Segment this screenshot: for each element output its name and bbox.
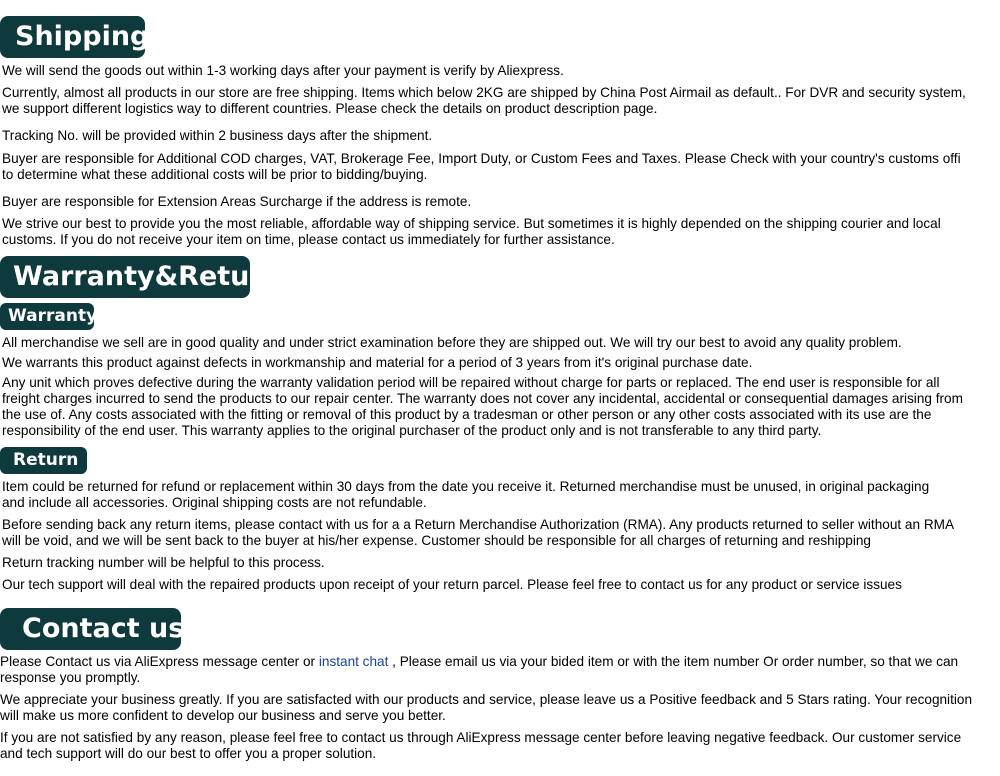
contact-text-1-pre: Please Contact us via AliExpress message center or — [0, 654, 319, 669]
shipping-text-1: We will send the goods out within 1-3 working days after your payment is verify by Aliexpress. — [2, 63, 564, 78]
return-text-3: Return tracking number will be helpful to this process. — [2, 555, 325, 570]
warranty-text-3c: the use of. Any costs associated with the fitting or removal of this product by a tradesman or other person or any other costs associated with its use are the — [2, 407, 932, 422]
contact-paragraph — [0, 692, 1000, 724]
warranty-text-3a: Any unit which proves defective during the warranty validation period will be repaired without charge for parts or replaced. The end user is responsible for all — [2, 375, 940, 390]
warranty-subheading-text: Warranty — [8, 306, 98, 326]
shipping-paragraph — [2, 128, 1000, 144]
warranty-text-3b: freight charges incurred to send the products to our repair center. The warranty does not cover any incidental, accidental or consequential damages arising from — [2, 391, 963, 406]
return-text-4: Our tech support will deal with the repaired products upon receipt of your return parcel. Please feel free to contact us for any product or service issues — [2, 577, 902, 592]
warranty-paragraph — [2, 375, 1000, 439]
contact-text-1a — [0, 654, 1000, 670]
contact-text-1b: response you promptly. — [0, 670, 141, 685]
shipping-paragraph — [2, 85, 1000, 117]
contact-text-1-post: , Please email us via your bided item or with the item number Or order number, so that we can — [388, 654, 959, 669]
shipping-heading-text: Shipping — [15, 21, 150, 52]
contact-heading — [0, 608, 185, 650]
shipping-text-6a: We strive our best to provide you the most reliable, affordable way of shipping service. But sometimes it is highly depended on the shipping courier and local — [2, 216, 941, 231]
warranty-subheading — [0, 303, 98, 330]
warranty-text-3d: responsibility of the end user. This warranty applies to the original purchaser of the product only and is not transferable to any third party. — [2, 423, 822, 438]
contact-heading-text: Contact us — [22, 613, 185, 644]
shipping-text-4b: to determine what these additional costs will be prior to bidding/buying. — [2, 167, 428, 182]
return-text-1a: Item could be returned for refund or replacement within 30 days from the date you receive it. Returned merchandise must be unused, in original packaging — [2, 479, 930, 494]
contact-paragraph — [0, 654, 1000, 686]
contact-text-3a: If you are not satisfied by any reason, please feel free to contact us through AliExpress message center before leaving negative feedback. Our customer service — [0, 730, 962, 745]
return-paragraph — [2, 517, 1000, 549]
shipping-text-6b: customs. If you do not receive your item on time, please contact us immediately for further assistance. — [2, 232, 615, 247]
contact-text-2b: will make us more confident to develop our business and serve you better. — [0, 708, 446, 723]
shipping-paragraph — [2, 216, 1000, 248]
shipping-paragraph — [2, 63, 1000, 79]
shipping-text-5: Buyer are responsible for Extension Areas Surcharge if the address is remote. — [2, 194, 472, 209]
contact-text-3b: and tech support will do our best to offer you a proper solution. — [0, 746, 377, 761]
contact-paragraph — [0, 730, 1000, 762]
return-subheading-text: Return — [13, 450, 79, 470]
return-paragraph — [2, 577, 1000, 593]
shipping-text-3: Tracking No. will be provided within 2 business days after the shipment. — [2, 128, 433, 143]
shipping-paragraph — [2, 151, 1000, 183]
return-text-2b: will be void, and we will be sent back to the buyer at his/her expense. Customer should be responsible for all charges of returning and reshipping — [2, 533, 871, 548]
warranty-text-2: We warrants this product against defects in workmanship and material for a period of 3 years from it's original purchase date. — [2, 355, 753, 370]
warranty-text-1: All merchandise we sell are in good quality and under strict examination before they are shipped out. We will try our best to avoid any quality problem. — [2, 335, 902, 350]
shipping-paragraph — [2, 194, 1000, 210]
warranty-return-heading — [0, 256, 282, 298]
return-text-2a: Before sending back any return items, please contact with us for a a Return Merchandise Authorization (RMA). Any products returned to seller without an RMA — [2, 517, 955, 532]
instant-chat-link[interactable]: instant chat — [318, 654, 389, 669]
shipping-heading — [0, 16, 150, 58]
warranty-return-heading-text: Warranty&Return — [13, 261, 282, 292]
contact-text-2a: We appreciate your business greatly. If you are satisfacted with our products and service, please leave us a Positive feedback and 5 Stars rating. Your recognition — [0, 692, 972, 707]
return-subheading — [0, 447, 87, 474]
return-text-1b: and include all accessories. Original shipping costs are not refundable. — [2, 495, 427, 510]
shipping-text-2a: Currently, almost all products in our store are free shipping. Items which below 2KG are shipped by China Post Airmail as default.. For DVR and security system, — [2, 85, 966, 100]
return-paragraph — [2, 555, 1000, 571]
shipping-text-4a: Buyer are responsible for Additional COD charges, VAT, Brokerage Fee, Import Duty, or Custom Fees and Taxes. Please Check with your country's customs offi — [2, 151, 961, 166]
return-paragraph — [2, 479, 1000, 511]
warranty-paragraph — [2, 335, 1000, 351]
shipping-text-2b: we support different logistics way to different countries. Please check the details on product description page. — [2, 101, 658, 116]
warranty-paragraph — [2, 355, 1000, 371]
